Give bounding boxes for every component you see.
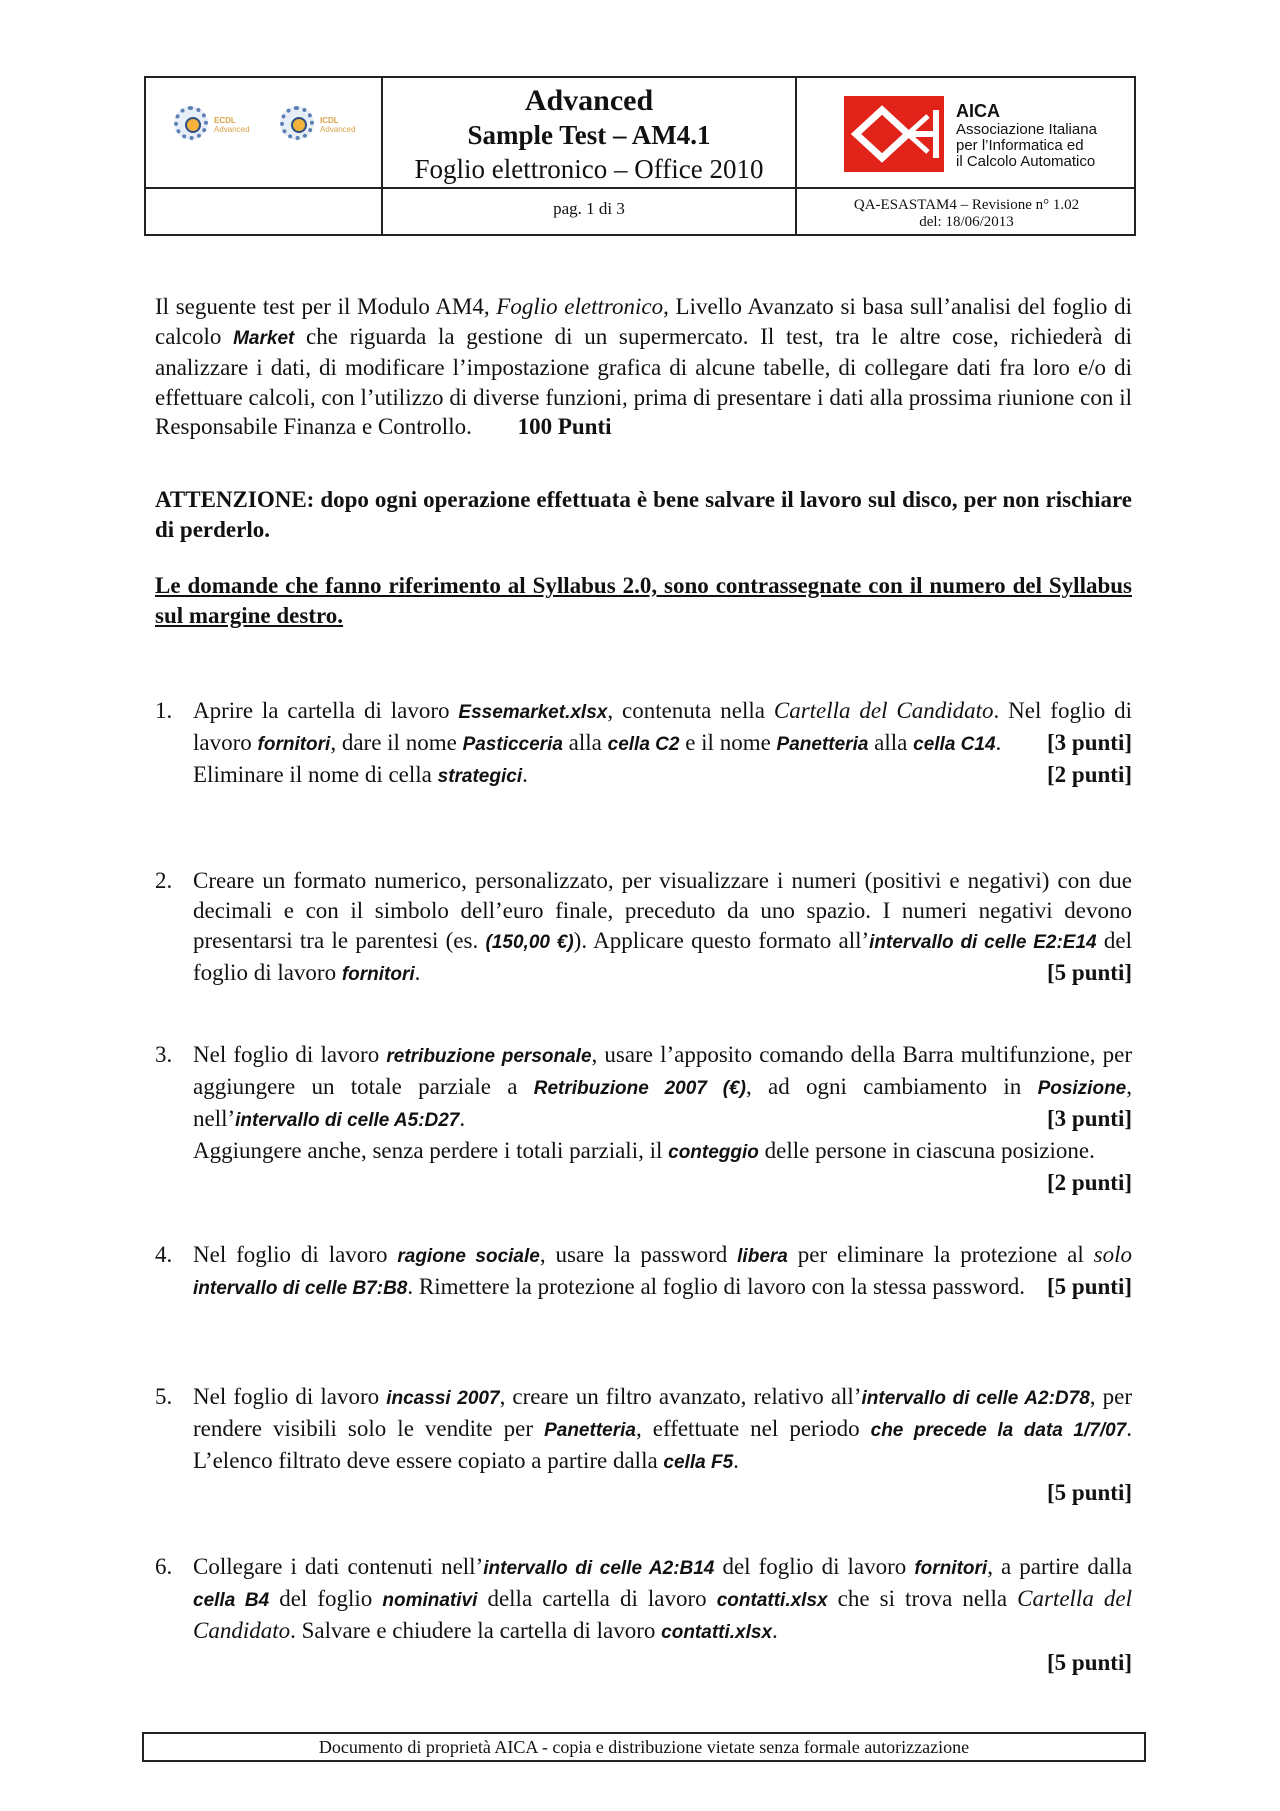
certification-logos xyxy=(170,96,370,162)
footer-notice: Documento di proprietà AICA - copia e distribuzione vietate senza formale autorizzazione xyxy=(142,1732,1146,1762)
question-3: 3. Nel foglio di lavoro retribuzione personale, usare l’apposito comando della Barra multifunzione, per aggiungere un totale parziale a Retribuzione 2007 (€), ad ogni cambiamento in Posizione, nell’intervallo di celle A5:D27. [3 punti] Aggiungere anche, senza perdere i totali parziali, il conteggio delle persone in ciascuna posizione. [2 punti] xyxy=(155,1040,1132,1198)
revision-info: QA-ESASTAM4 – Revisione n° 1.02 del: 18/06/2013 xyxy=(853,197,1080,230)
doc-title: Advanced xyxy=(524,84,654,117)
points-label: [5 punti] xyxy=(1047,1274,1132,1299)
question-4: 4. Nel foglio di lavoro ragione sociale, usare la password libera per eliminare la protezione al solo intervallo di celle B7:B8. Rimettere la protezione al foglio di lavoro con la stessa password. [5 punti] xyxy=(155,1240,1132,1304)
points-label: [5 punti] xyxy=(1047,1650,1132,1675)
question-2: 2. Creare un formato numerico, personalizzato, per visualizzare i numeri (positivi e negativi) con due decimali e con il simbolo dell’euro finale, preceduto da uno spazio. I numeri negativi devono presentarsi tra le parentesi (es. (150,00 €)). Applicare questo formato all’intervallo di celle E2:E14 del foglio di lavoro fornitori. [5 punti] xyxy=(155,866,1132,990)
points-label: [2 punti] xyxy=(1047,762,1132,787)
warning-note: ATTENZIONE: dopo ogni operazione effettuata è bene salvare il lavoro sul disco, per non rischiare di perderlo. xyxy=(155,487,1132,542)
doc-course: Foglio elettronico – Office 2010 xyxy=(414,154,764,184)
points-label: [5 punti] xyxy=(1047,1480,1132,1505)
points-label: [2 punti] xyxy=(1047,1170,1132,1195)
aica-name: AICA Associazione Italiana per l’Informatica ed il Calcolo Automatico xyxy=(956,101,1097,170)
header-table xyxy=(144,76,1136,236)
points-label: [5 punti] xyxy=(1047,960,1132,985)
points-label: [3 punti] xyxy=(1047,1106,1132,1131)
gear-icon xyxy=(280,106,314,140)
doc-subtitle: Sample Test – AM4.1 xyxy=(467,120,711,150)
intro-paragraph: Il seguente test per il Modulo AM4, Foglio elettronico, Livello Avanzato si basa sull’analisi del foglio di calcolo Market che riguarda la gestione di un supermercato. Il test, tra le altre cose, richiederà di analizzare i dati, di modificare l’impostazione grafica di alcune tabelle, di collegare dati fra loro e/o di effettuare calcoli, con l’utilizzo di diverse funzioni, prima di presentare i dati alla prossima riunione con il Responsabile Finanza e Controllo. 100 Punti xyxy=(155,294,1132,439)
total-points: 100 Punti xyxy=(517,414,612,439)
aica-logo-icon xyxy=(844,96,944,172)
title-block xyxy=(383,78,795,187)
ecdl-advanced-logo: ECDL Advanced xyxy=(170,96,265,156)
question-5: 5. Nel foglio di lavoro incassi 2007, creare un filtro avanzato, relativo all’intervallo di celle A2:D78, per rendere visibili solo le vendite per Panetteria, effettuate nel periodo che precede la data 1/7/07. L’elenco filtrato deve essere copiato a partire dalla cella F5. [5 punti] xyxy=(155,1384,1133,1505)
page-number: pag. 1 di 3 xyxy=(553,199,625,218)
points-label: [3 punti] xyxy=(1047,730,1132,755)
syllabus-note: Le domande che fanno riferimento al Syllabus 2.0, sono contrassegnate con il numero del Syllabus sul margine destro. xyxy=(155,573,1132,628)
question-6: 6. Collegare i dati contenuti nell’intervallo di celle A2:B14 del foglio di lavoro fornitori, a partire dalla cella B4 del foglio nominativi della cartella di lavoro contatti.xlsx che si trova nella Cartella del Candidato. Salvare e chiudere la cartella di lavoro contatti.xlsx. [5 punti] xyxy=(155,1554,1133,1675)
icdl-advanced-logo: ICDL Advanced xyxy=(276,96,371,156)
question-1: 1. Aprire la cartella di lavoro Essemarket.xlsx, contenuta nella Cartella del Candidato. Nel foglio di lavoro fornitori, dare il nome Pasticceria alla cella C2 e il nome Panetteria alla cella C14. [3 punti] Eliminare il nome di cella strategici. [2 punti] xyxy=(155,696,1132,792)
gear-icon xyxy=(174,106,208,140)
